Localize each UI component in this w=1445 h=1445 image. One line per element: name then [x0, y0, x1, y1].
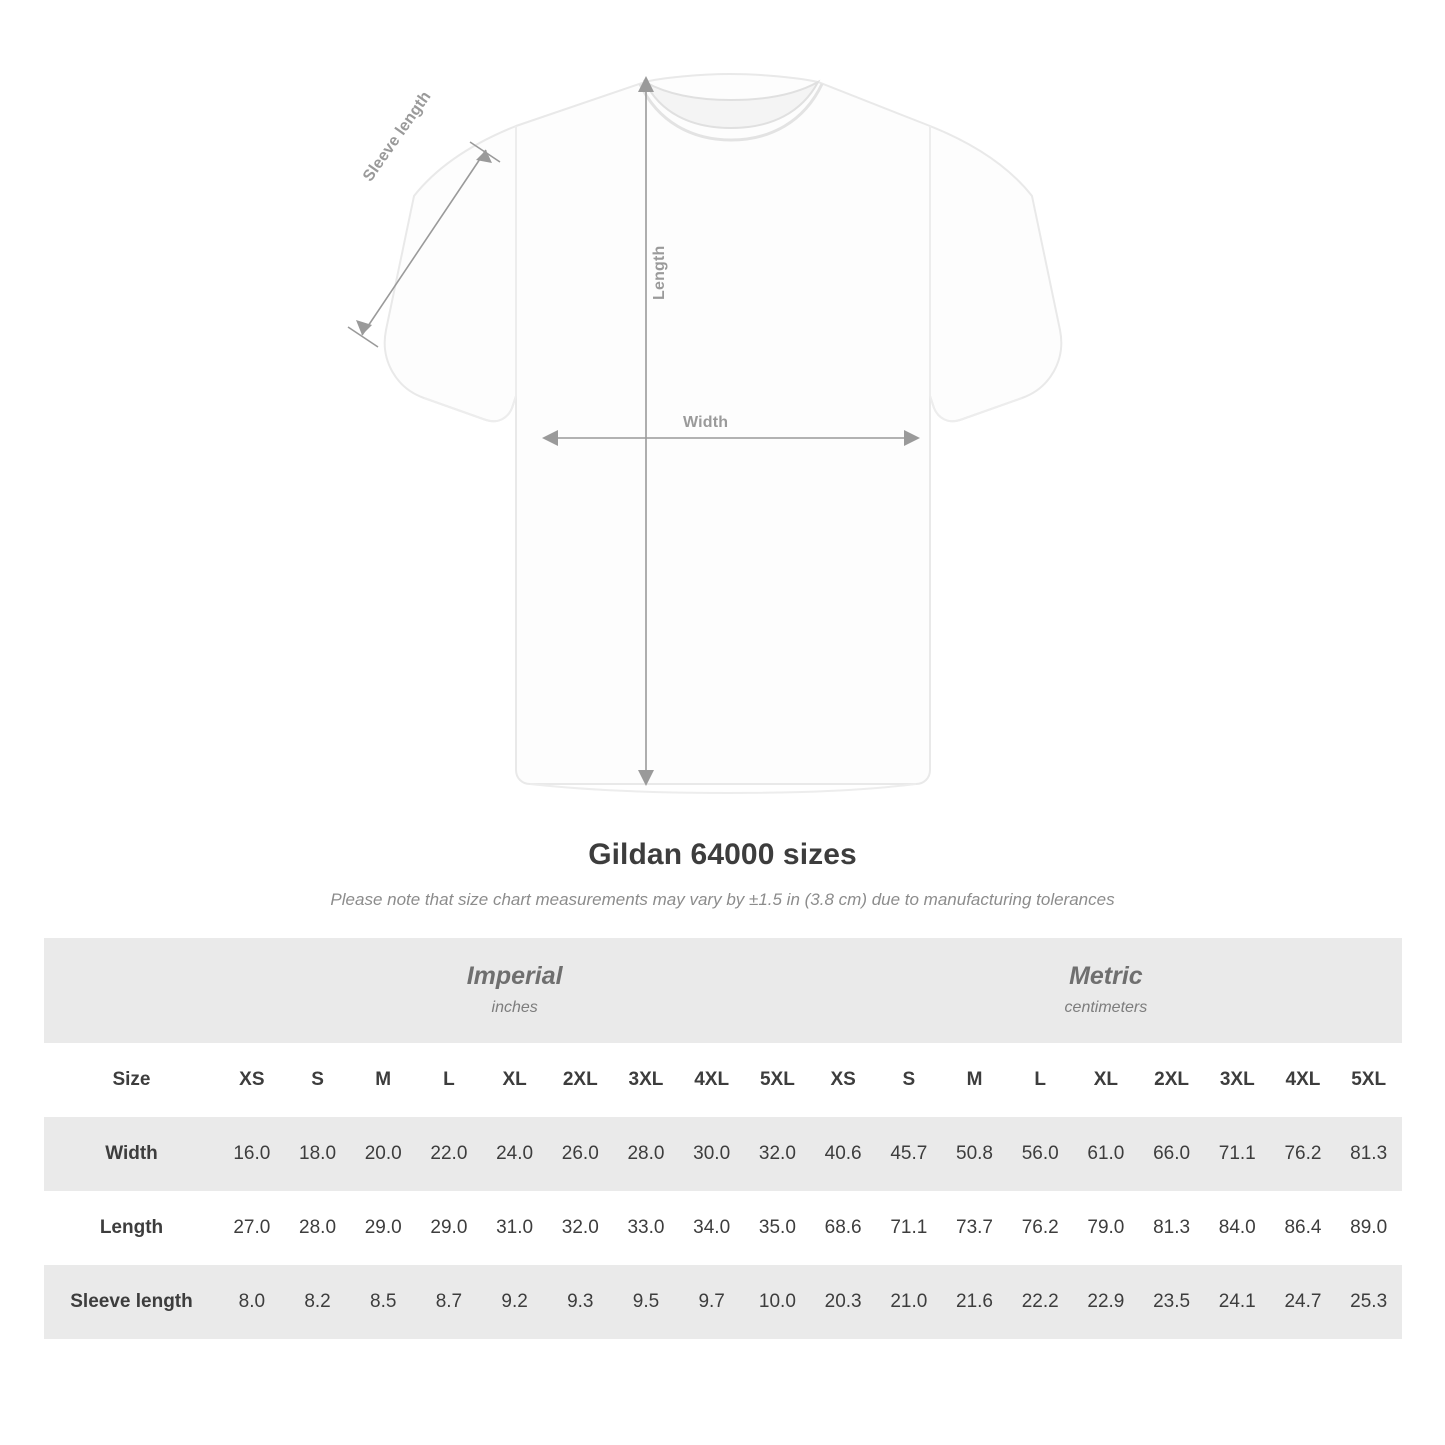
table-cell: 32.0 — [745, 1117, 811, 1191]
table-cell: 9.5 — [613, 1265, 679, 1339]
table-cell: 22.9 — [1073, 1265, 1139, 1339]
table-cell: 76.2 — [1270, 1117, 1336, 1191]
size-col-header: L — [1007, 1043, 1073, 1117]
title-block — [0, 838, 1445, 910]
table-cell: 23.5 — [1139, 1265, 1205, 1339]
unit-group-imperial — [219, 938, 810, 1043]
table-cell: 8.7 — [416, 1265, 482, 1339]
table-cell: 31.0 — [482, 1191, 548, 1265]
size-col-header: 5XL — [1336, 1043, 1402, 1117]
table-row-length — [44, 1191, 1402, 1265]
column-header-size: Size — [44, 1043, 219, 1117]
tolerance-note: Please note that size chart measurements may vary by ±1.5 in (3.8 cm) due to manufacturing tolerances — [330, 890, 1115, 909]
table-cell: 22.0 — [416, 1117, 482, 1191]
table-cell: 81.3 — [1139, 1191, 1205, 1265]
table-cell: 21.6 — [942, 1265, 1008, 1339]
size-col-header: XS — [810, 1043, 876, 1117]
table-cell: 24.7 — [1270, 1265, 1336, 1339]
unit-group-metric — [810, 938, 1401, 1043]
size-col-header: 5XL — [745, 1043, 811, 1117]
table-cell: 28.0 — [285, 1191, 351, 1265]
size-col-header: S — [876, 1043, 942, 1117]
table-cell: 9.3 — [547, 1265, 613, 1339]
length-label: Length — [651, 245, 668, 300]
table-cell: 29.0 — [350, 1191, 416, 1265]
table-cell: 84.0 — [1204, 1191, 1270, 1265]
sleeve-length-label: Sleeve length — [360, 88, 435, 185]
unit-name-metric: Metric — [1069, 962, 1143, 990]
size-table — [44, 938, 1402, 1339]
table-cell: 66.0 — [1139, 1117, 1205, 1191]
size-col-header: 4XL — [1270, 1043, 1336, 1117]
table-cell: 81.3 — [1336, 1117, 1402, 1191]
table-cell: 86.4 — [1270, 1191, 1336, 1265]
table-cell: 79.0 — [1073, 1191, 1139, 1265]
row-header-width: Width — [44, 1117, 219, 1191]
table-cell: 10.0 — [745, 1265, 811, 1339]
row-header-length: Length — [44, 1191, 219, 1265]
size-header-row — [44, 1043, 1402, 1117]
row-header-sleeve-length: Sleeve length — [44, 1265, 219, 1339]
size-col-header: L — [416, 1043, 482, 1117]
size-col-header: 2XL — [547, 1043, 613, 1117]
table-cell: 27.0 — [219, 1191, 285, 1265]
table-cell: 35.0 — [745, 1191, 811, 1265]
table-cell: 56.0 — [1007, 1117, 1073, 1191]
table-cell: 30.0 — [679, 1117, 745, 1191]
width-label: Width — [683, 414, 729, 431]
table-cell: 20.3 — [810, 1265, 876, 1339]
table-cell: 73.7 — [942, 1191, 1008, 1265]
table-cell: 34.0 — [679, 1191, 745, 1265]
table-cell: 71.1 — [1204, 1117, 1270, 1191]
page-title: Gildan 64000 sizes — [588, 838, 857, 871]
table-cell: 61.0 — [1073, 1117, 1139, 1191]
size-col-header: M — [942, 1043, 1008, 1117]
unit-sub-metric: centimeters — [1064, 999, 1148, 1016]
table-cell: 8.5 — [350, 1265, 416, 1339]
size-col-header: 3XL — [613, 1043, 679, 1117]
table-row-width — [44, 1117, 1402, 1191]
table-cell: 45.7 — [876, 1117, 942, 1191]
table-cell: 50.8 — [942, 1117, 1008, 1191]
size-table-wrapper — [44, 938, 1401, 1339]
table-cell: 29.0 — [416, 1191, 482, 1265]
table-cell: 24.1 — [1204, 1265, 1270, 1339]
table-cell: 25.3 — [1336, 1265, 1402, 1339]
table-cell: 68.6 — [810, 1191, 876, 1265]
size-col-header: 4XL — [679, 1043, 745, 1117]
unit-sub-imperial: inches — [491, 999, 538, 1016]
table-cell: 8.2 — [285, 1265, 351, 1339]
table-cell: 9.2 — [482, 1265, 548, 1339]
size-col-header: XL — [1073, 1043, 1139, 1117]
table-cell: 32.0 — [547, 1191, 613, 1265]
table-cell: 26.0 — [547, 1117, 613, 1191]
unit-spacer-cell — [44, 938, 219, 1043]
table-cell: 76.2 — [1007, 1191, 1073, 1265]
table-cell: 24.0 — [482, 1117, 548, 1191]
table-cell: 40.6 — [810, 1117, 876, 1191]
table-row-sleeve-length — [44, 1265, 1402, 1339]
size-col-header: XL — [482, 1043, 548, 1117]
size-col-header: XS — [219, 1043, 285, 1117]
size-col-header: M — [350, 1043, 416, 1117]
table-cell: 20.0 — [350, 1117, 416, 1191]
table-cell: 8.0 — [219, 1265, 285, 1339]
table-cell: 18.0 — [285, 1117, 351, 1191]
table-cell: 21.0 — [876, 1265, 942, 1339]
table-cell: 33.0 — [613, 1191, 679, 1265]
unit-header-row — [44, 938, 1402, 1043]
table-cell: 71.1 — [876, 1191, 942, 1265]
table-cell: 28.0 — [613, 1117, 679, 1191]
size-col-header: S — [285, 1043, 351, 1117]
table-cell: 16.0 — [219, 1117, 285, 1191]
table-cell: 9.7 — [679, 1265, 745, 1339]
size-col-header: 3XL — [1204, 1043, 1270, 1117]
unit-name-imperial: Imperial — [466, 962, 563, 990]
table-cell: 89.0 — [1336, 1191, 1402, 1265]
table-cell: 22.2 — [1007, 1265, 1073, 1339]
size-col-header: 2XL — [1139, 1043, 1205, 1117]
